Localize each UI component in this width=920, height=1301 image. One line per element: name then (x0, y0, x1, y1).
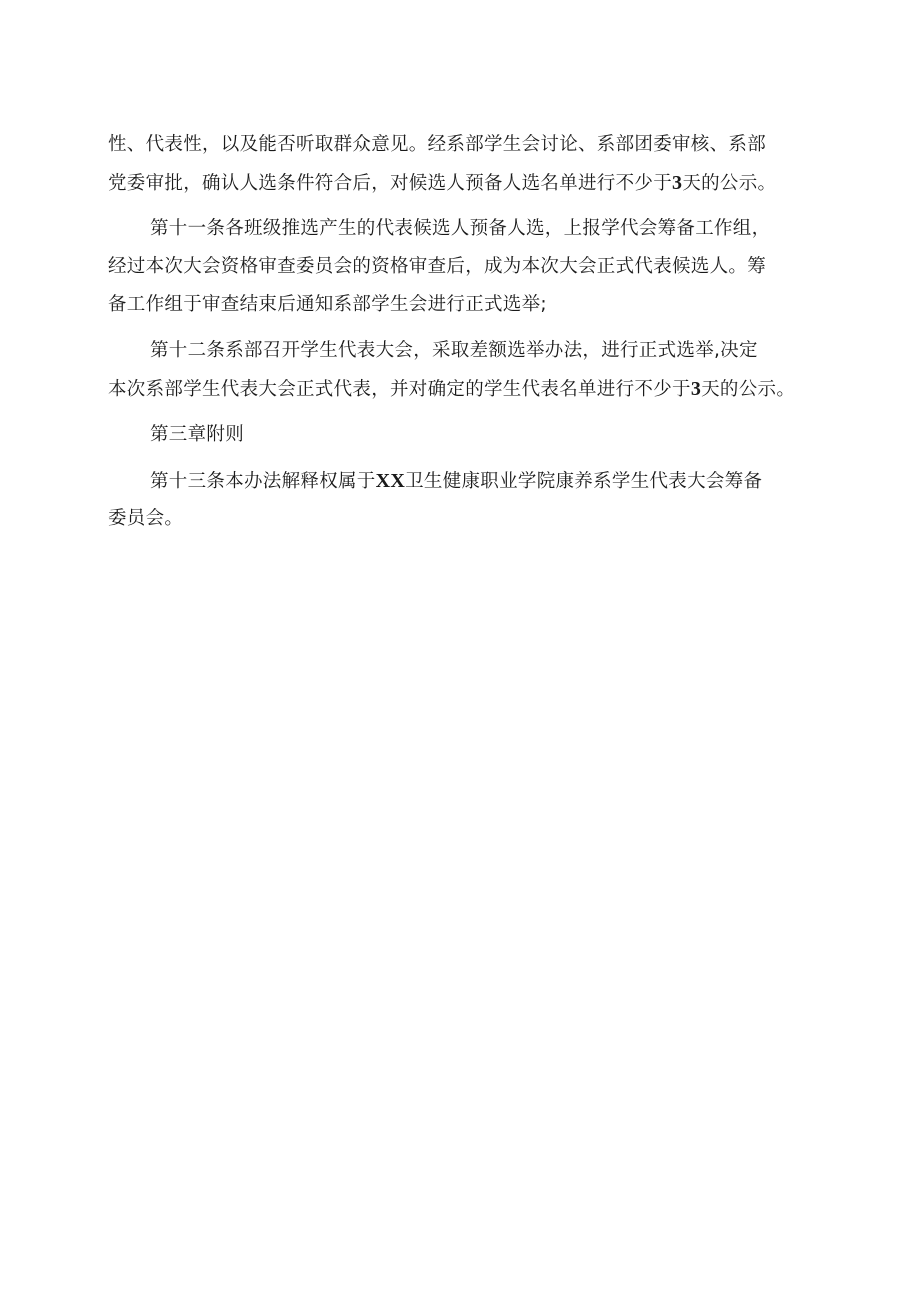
text-line (108, 462, 814, 500)
text-segment: 天的公示。 (682, 173, 777, 194)
text-line: 性、代表性，以及能否听取群众意见。经系部学生会讨论、系部团委审核、系部 (108, 134, 767, 155)
text-segment: 党委审批，确认人选条件符合后，对候选人预备人选名单进行不少于 (108, 173, 673, 194)
text-line: 第十一条各班级推选产生的代表候选人预备人选，上报学代会筹备工作组， (150, 218, 771, 239)
number-value: 3 (672, 172, 683, 194)
text-line (108, 370, 814, 408)
number-value: 3 (690, 378, 702, 400)
paragraph-article-12 (108, 332, 814, 408)
text-line (108, 164, 814, 202)
paragraph-article-13 (108, 462, 814, 538)
paragraph-eligibility (108, 126, 814, 202)
document-body (108, 126, 814, 538)
text-segment: 天的公示。 (701, 379, 796, 400)
text-segment: 第十三条本办法解释权属于 (150, 471, 376, 492)
institution-placeholder: XX (375, 470, 406, 492)
text-line: 备工作组于审查结束后通知系部学生会进行正式选举; (108, 294, 547, 315)
text-line: 第十二条系部召开学生代表大会，采取差额选举办法，进行正式选举,决定 (150, 340, 758, 361)
chapter-heading (108, 416, 814, 454)
text-segment: 本次系部学生代表大会正式代表，并对确定的学生代表名单进行不少于 (108, 379, 691, 400)
text-line: 委员会。 (108, 508, 184, 529)
text-line: 经过本次大会资格审查委员会的资格审查后，成为本次大会正式代表候选人。筹 (108, 256, 767, 277)
paragraph-article-11 (108, 210, 814, 324)
chapter-title: 第三章附则 (150, 424, 245, 445)
text-segment: 卫生健康职业学院康养系学生代表大会筹备 (405, 471, 763, 492)
